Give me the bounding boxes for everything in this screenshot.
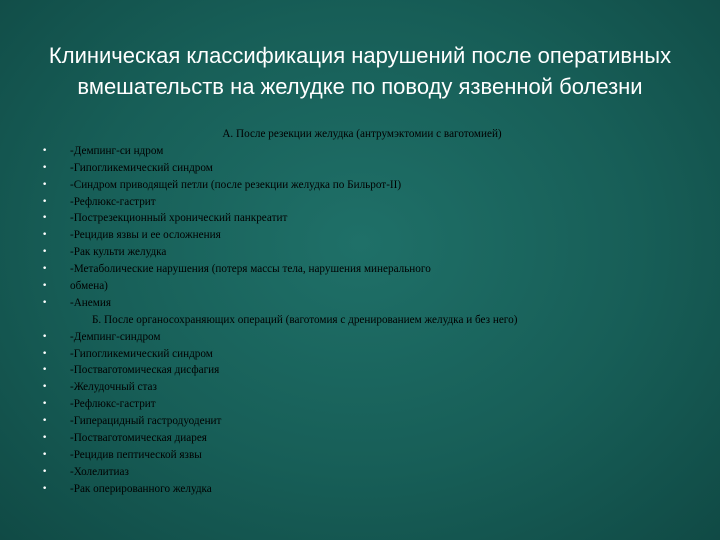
- list-item-text: -Рецидив пептической язвы: [70, 448, 202, 461]
- list-item: [42, 329, 682, 346]
- list-item-text: -Рак культи желудка: [70, 246, 167, 259]
- list-item-text: -Рак оперированного желудка: [70, 482, 212, 495]
- list-item-text: -Желудочный стаз: [70, 381, 157, 394]
- list-item: [42, 447, 682, 464]
- list-item-text: -Синдром приводящей петли (после резекции желудка по Бильрот-II): [70, 178, 402, 191]
- bullet-icon: •: [42, 196, 48, 207]
- list-item: [42, 261, 682, 278]
- list-item: [42, 194, 682, 211]
- list-item: [42, 362, 682, 379]
- list-item: [42, 346, 682, 363]
- list-item-text: обмена): [70, 280, 108, 293]
- section-heading: [42, 126, 682, 143]
- list-item-text: -Гиперацидный гастродуоденит: [70, 415, 222, 428]
- list-item-text: -Рефлюкс-гастрит: [70, 398, 156, 411]
- list-item-text: -Анемия: [70, 296, 111, 309]
- list-item: [42, 295, 682, 312]
- bullet-icon: •: [42, 449, 48, 460]
- bullet-icon: •: [42, 145, 48, 156]
- list-item: [42, 278, 682, 295]
- bullet-icon: •: [42, 230, 48, 241]
- bullet-icon: •: [42, 382, 48, 393]
- list-item: [42, 210, 682, 227]
- list-item-text: -Постваготомическая диарея: [70, 432, 207, 445]
- list-item-text: -Демпинг-си ндром: [70, 144, 164, 157]
- slide-body: [42, 126, 682, 498]
- list-item-text: -Пострезекционный хронический панкреатит: [70, 212, 288, 225]
- list-item: [42, 413, 682, 430]
- list-item-text: -Холелитиаз: [70, 465, 129, 478]
- bullet-icon: •: [42, 348, 48, 359]
- bullet-icon: •: [42, 281, 48, 292]
- list-item: [42, 244, 682, 261]
- bullet-icon: •: [42, 213, 48, 224]
- list-item: [42, 396, 682, 413]
- bullet-icon: •: [42, 331, 48, 342]
- bullet-icon: •: [42, 264, 48, 275]
- bullet-icon: •: [42, 399, 48, 410]
- list-item: [42, 177, 682, 194]
- slide-title: Клиническая классификация нарушений после оперативных вмешательств на желудке по поводу язвенной болезни: [48, 43, 672, 99]
- list-item: [42, 481, 682, 498]
- bullet-icon: •: [42, 483, 48, 494]
- section-heading-text: Б. После органосохраняющих операций (ваготомия с дренированием желудка и без него): [92, 313, 518, 326]
- list-item: [42, 160, 682, 177]
- bullet-icon: •: [42, 162, 48, 173]
- section-heading-text: А. После резекции желудка (антрумэктомии с ваготомией): [222, 128, 502, 140]
- list-item-text: -Постваготомическая дисфагия: [70, 364, 220, 377]
- section-heading: [42, 312, 682, 329]
- bullet-icon: •: [42, 466, 48, 477]
- list-item-text: -Гипогликемический синдром: [70, 161, 213, 174]
- list-item-text: -Метаболические нарушения (потеря массы тела, нарушения минерального: [70, 263, 431, 276]
- bullet-icon: •: [42, 365, 48, 376]
- list-item: [42, 464, 682, 481]
- bullet-icon: •: [42, 179, 48, 190]
- list-item-text: -Рецидив язвы и ее осложнения: [70, 229, 221, 242]
- bullet-icon: •: [42, 416, 48, 427]
- list-item-text: -Рефлюкс-гастрит: [70, 195, 156, 208]
- bullet-icon: •: [42, 297, 48, 308]
- list-item: [42, 227, 682, 244]
- bullet-icon: •: [42, 247, 48, 258]
- bullet-icon: •: [42, 433, 48, 444]
- list-item: [42, 430, 682, 447]
- list-item: [42, 379, 682, 396]
- list-item-text: -Гипогликемический синдром: [70, 347, 213, 360]
- list-item: [42, 143, 682, 160]
- list-item-text: -Демпинг-синдром: [70, 330, 161, 343]
